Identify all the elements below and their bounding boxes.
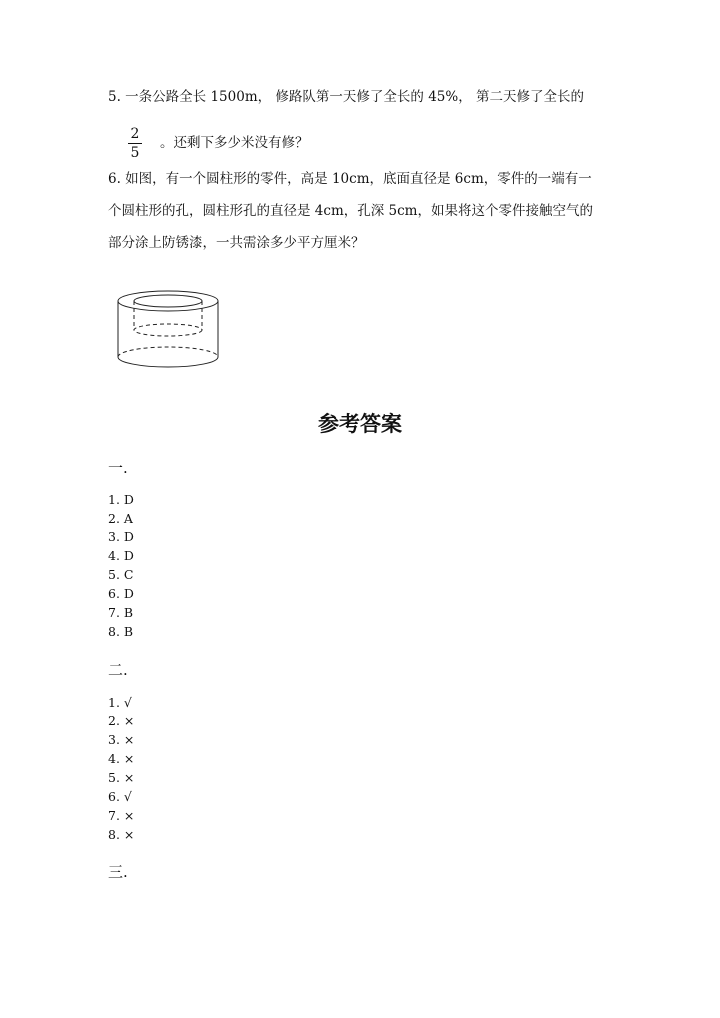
answer-title: 参考答案 <box>318 412 402 436</box>
section-2-answer: 7. × <box>108 808 135 823</box>
section-1-answer: 3. D <box>108 529 134 544</box>
outer-bottom-back <box>118 347 218 357</box>
outer-bottom-front <box>118 357 218 367</box>
question-6-line-2: 个圆柱形的孔，圆柱形孔的直径是 4cm，孔深 5cm，如果将这个零件接触空气的 <box>108 203 593 219</box>
section-2-heading: 二. <box>108 661 128 679</box>
section-2-answer: 5. × <box>108 770 135 785</box>
hole-bottom-ellipse <box>134 324 202 336</box>
question-5-fraction <box>128 126 142 161</box>
outer-top-ellipse <box>118 291 218 311</box>
section-2-answer: 6. √ <box>108 789 132 804</box>
section-2-answer: 2. × <box>108 713 135 728</box>
section-1-heading: 一. <box>108 459 128 477</box>
question-6-line-3: 部分涂上防锈漆，一共需涂多少平方厘米？ <box>108 235 365 251</box>
section-1-answer: 6. D <box>108 586 134 601</box>
section-1-answer: 4. D <box>108 548 134 563</box>
section-3-heading: 三. <box>108 863 128 881</box>
section-1-answer: 8. B <box>108 624 134 639</box>
question-5-line-2: 。还剩下多少米没有修？ <box>160 135 309 151</box>
section-1-answer: 7. B <box>108 605 134 620</box>
fraction-denominator: 5 <box>130 145 140 161</box>
section-2-answer: 1. √ <box>108 695 132 710</box>
hole-top-ellipse <box>134 295 202 307</box>
fraction-bar <box>128 143 142 144</box>
section-2-answer: 3. × <box>108 732 135 747</box>
section-1-answer: 1. D <box>108 492 134 507</box>
section-2-answer: 8. × <box>108 827 135 842</box>
question-6-line-1: 6. 如图，有一个圆柱形的零件，高是 10cm，底面直径是 6cm，零件的一端有一 <box>108 171 592 187</box>
section-2-answer: 4. × <box>108 751 135 766</box>
cylinder-figure <box>112 288 232 374</box>
fraction-numerator: 2 <box>130 126 140 142</box>
section-1-answer: 2. A <box>108 511 133 526</box>
section-1-answer: 5. C <box>108 567 134 582</box>
question-5-line-1: 5. 一条公路全长 1500m， 修路队第一天修了全长的 45%， 第二天修了全长的 <box>108 89 584 105</box>
